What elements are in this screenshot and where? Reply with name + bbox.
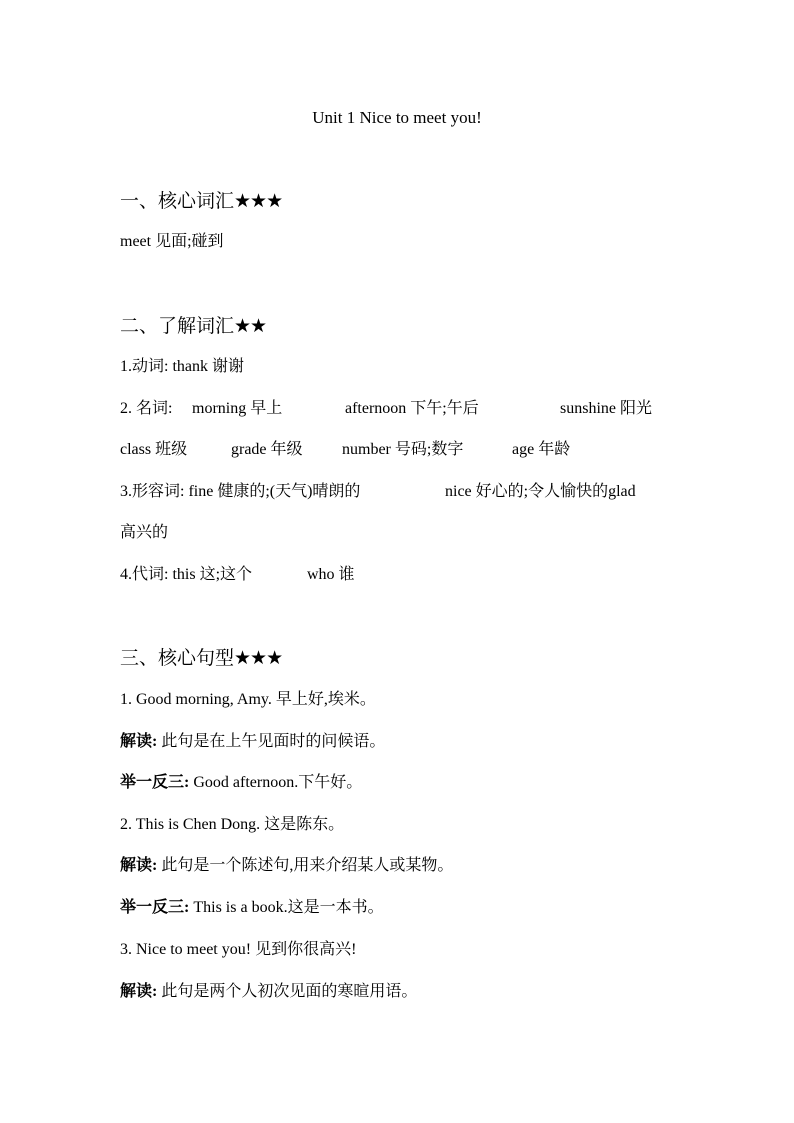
noun-grade: grade 年级 — [231, 441, 303, 458]
noun-label: 2. 名词: — [120, 400, 173, 417]
noun-sunshine: sunshine 阳光 — [560, 400, 653, 417]
pronoun-this: 4.代词: this 这;这个 — [120, 566, 253, 583]
explanation-label: 解读: — [120, 857, 158, 874]
vocab-item: meet 见面;碰到 — [120, 233, 224, 250]
section-heading-known-vocabulary — [120, 315, 266, 339]
sentence-2: 2. This is Chen Dong. 这是陈东。 — [120, 816, 345, 833]
adjective-line-1a: 3.形容词: fine 健康的;(天气)晴朗的 — [120, 483, 361, 500]
section-heading-core-vocabulary — [120, 190, 282, 214]
example-label: 举一反三: — [120, 774, 190, 791]
noun-class: class 班级 — [120, 441, 188, 458]
explanation-text: 此句是一个陈述句,用来介绍某人或某物。 — [157, 857, 454, 874]
heading-text: 二、了解词汇 — [120, 316, 235, 337]
example-label: 举一反三: — [120, 899, 190, 916]
sentence-3: 3. Nice to meet you! 见到你很高兴! — [120, 941, 357, 958]
pronoun-who: who 谁 — [307, 566, 355, 583]
explanation-text: 此句是两个人初次见面的寒暄用语。 — [157, 983, 418, 1000]
star-rating: ★★ — [234, 316, 267, 337]
adjective-line-1b: nice 好心的;令人愉快的glad — [445, 483, 636, 500]
noun-afternoon: afternoon 下午;午后 — [345, 400, 479, 417]
page-title: Unit 1 Nice to meet you! — [312, 108, 482, 127]
star-rating: ★★★ — [234, 191, 283, 212]
example-1 — [120, 773, 362, 793]
explanation-3 — [120, 982, 417, 1002]
noun-number: number 号码;数字 — [342, 441, 464, 458]
heading-text: 一、核心词汇 — [120, 191, 235, 212]
explanation-2 — [120, 856, 453, 876]
verb-line: 1.动词: thank 谢谢 — [120, 358, 244, 375]
heading-text: 三、核心句型 — [120, 648, 235, 669]
example-2 — [120, 898, 384, 918]
noun-age: age 年龄 — [512, 441, 571, 458]
explanation-text: 此句是在上午见面时的问候语。 — [157, 733, 386, 750]
sentence-1: 1. Good morning, Amy. 早上好,埃米。 — [120, 691, 376, 708]
noun-line — [120, 399, 172, 419]
star-rating: ★★★ — [234, 648, 283, 669]
explanation-label: 解读: — [120, 983, 158, 1000]
example-text: Good afternoon.下午好。 — [189, 774, 363, 791]
adjective-line-2: 高兴的 — [120, 524, 169, 541]
example-text: This is a book.这是一本书。 — [189, 899, 384, 916]
explanation-1 — [120, 732, 385, 752]
noun-morning: morning 早上 — [192, 400, 283, 417]
explanation-label: 解读: — [120, 733, 158, 750]
section-heading-core-sentences — [120, 647, 282, 671]
